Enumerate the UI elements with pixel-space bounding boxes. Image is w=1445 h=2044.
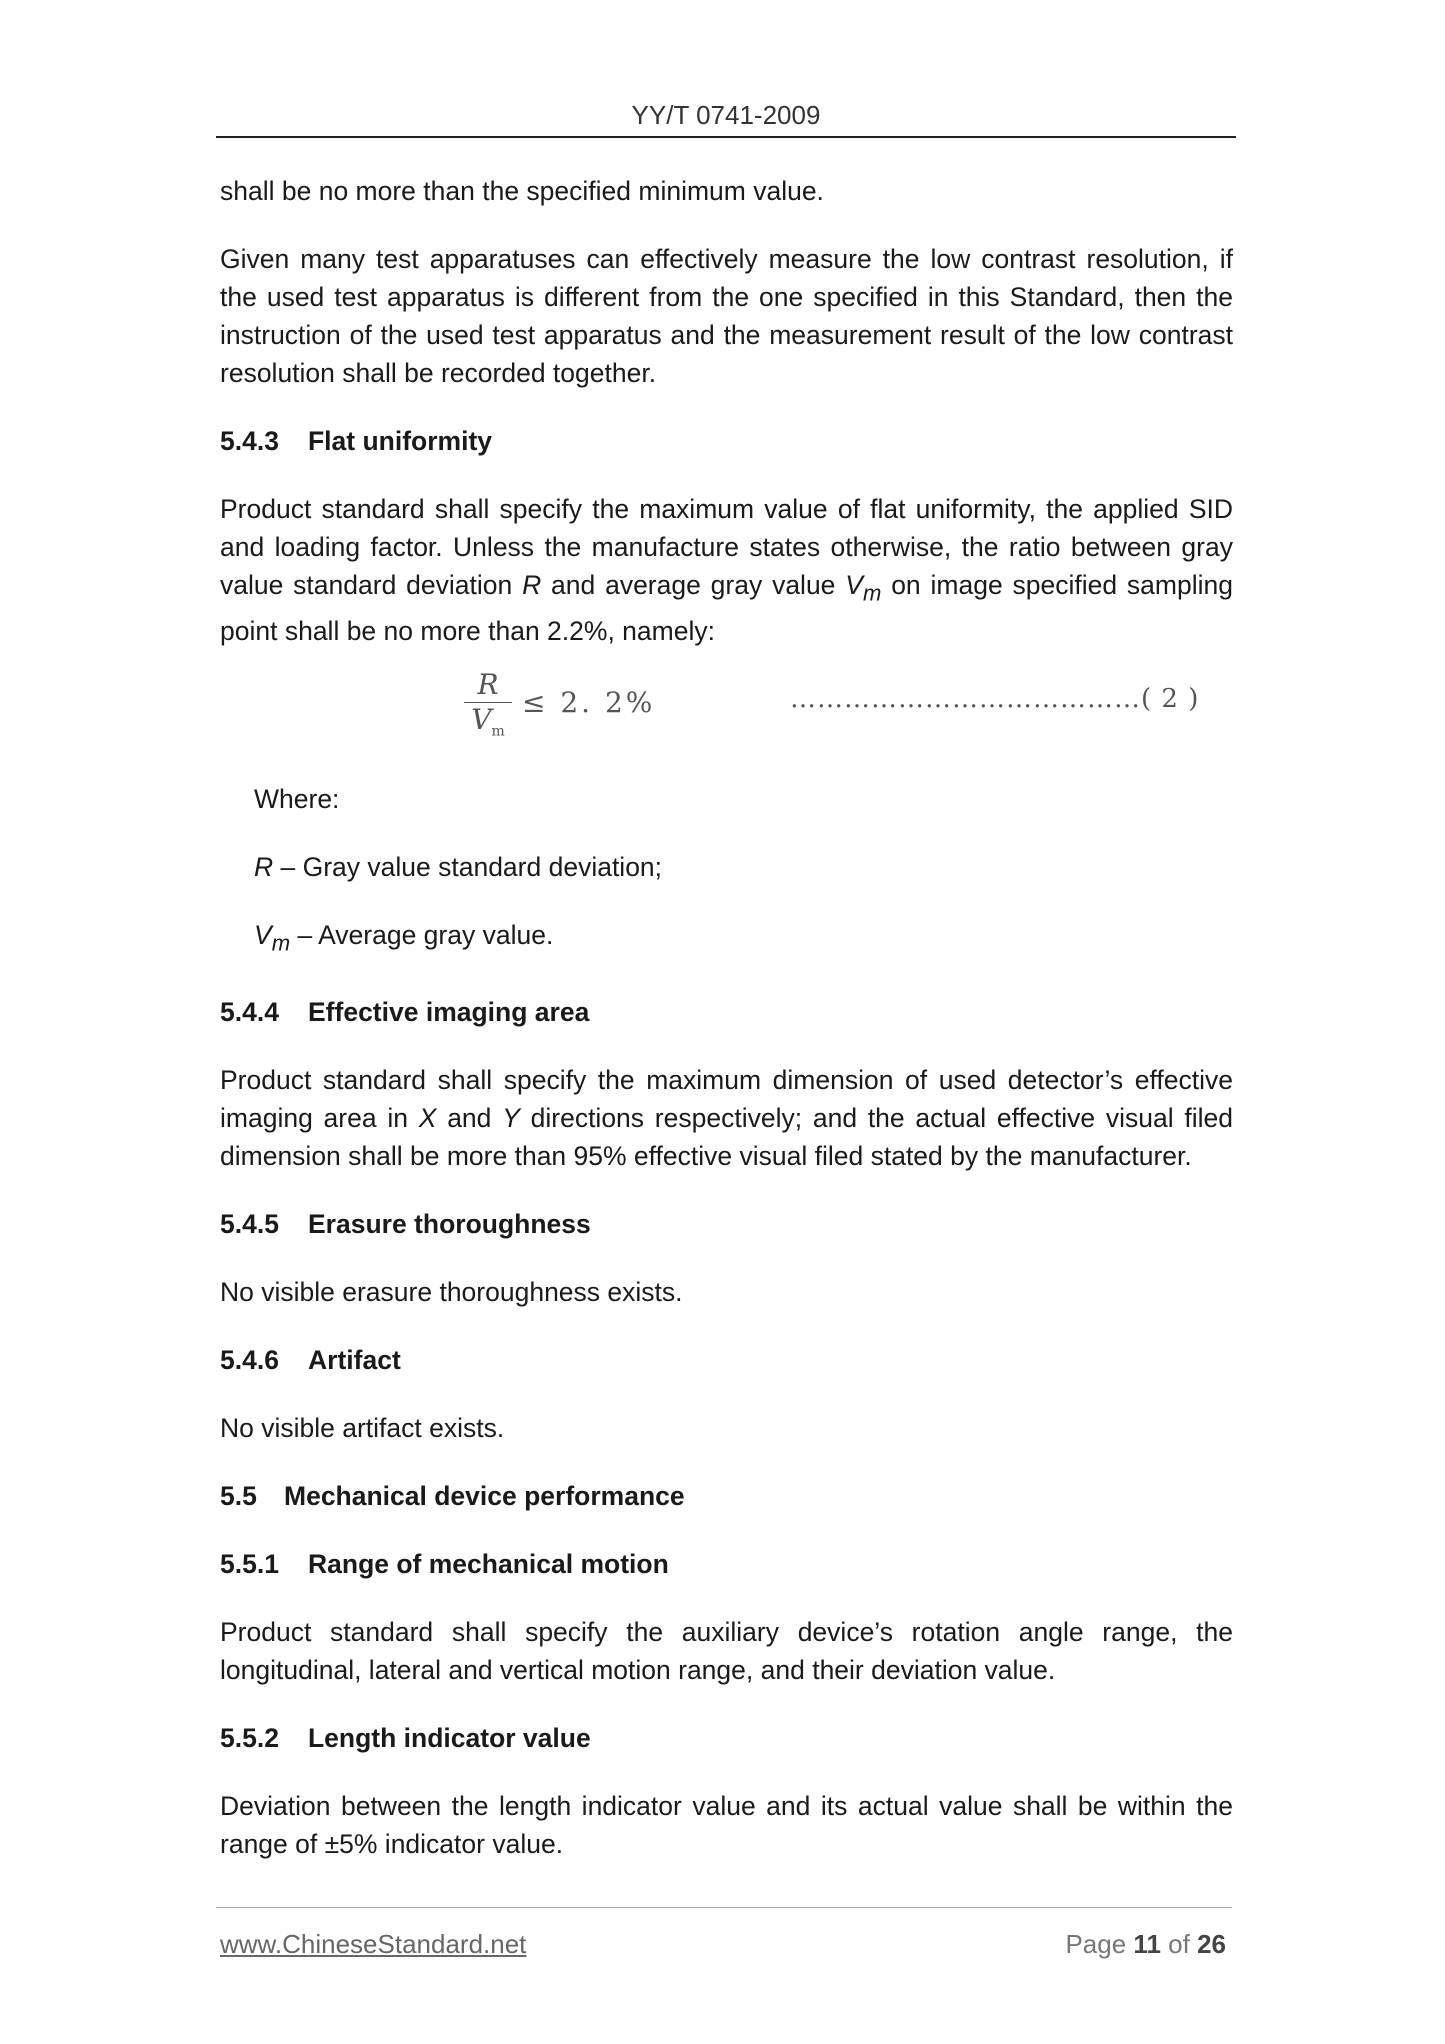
- section-5-4-6-heading: [220, 1341, 1233, 1379]
- formula-numerator: R: [477, 668, 499, 702]
- formula-fraction: [460, 668, 516, 749]
- formula-denominator: $V_m$: [471, 703, 505, 740]
- page-number: Page 11 of 26: [1065, 1929, 1226, 1959]
- section-title: Length indicator value: [308, 1722, 591, 1753]
- section-title: Flat uniformity: [308, 426, 493, 456]
- header-divider: [216, 136, 1236, 138]
- section-5-5-2-heading: [220, 1719, 1233, 1757]
- section-title: Artifact: [308, 1344, 401, 1375]
- section-number: 5.5.2: [220, 1722, 279, 1753]
- document-body: [220, 172, 1233, 1863]
- equation-number: …………………………………( 2 ): [790, 684, 1200, 715]
- section-title: Range of mechanical motion: [308, 1548, 669, 1579]
- footer-divider: [216, 1907, 1232, 1908]
- section-number: 5.4.4: [220, 996, 279, 1027]
- artifact-paragraph: No visible artifact exists.: [220, 1412, 505, 1443]
- equation-2: [220, 660, 1233, 760]
- variable-r: R: [522, 570, 542, 600]
- section-title: Effective imaging area: [308, 996, 590, 1027]
- section-number: 5.4.6: [220, 1344, 279, 1375]
- section-title: Mechanical device performance: [284, 1480, 685, 1511]
- imaging-area-paragraph: Product standard shall specify the maximum dimension of used detector’s effective imaging area in X and Y directions respectively; and the actual effective visual filed dimension shall be more than 95% effective visual filed stated by the manufacturer.: [220, 1064, 1233, 1171]
- website-link[interactable]: www.ChineseStandard.net: [220, 1929, 527, 1959]
- continued-paragraph: shall be no more than the specified minimum value.: [220, 176, 824, 206]
- document-header: YY/T 0741-2009: [631, 100, 821, 130]
- flat-uniformity-paragraph: Product standard shall specify the maximum value of flat uniformity, the applied SID and loading factor. Unless the manufacture states otherwise, the ratio between gray value standard deviation R and average gray value $V_m$ on image specified sampling point shall be no more than 2.2%, namely:: [220, 494, 1233, 647]
- variable-x: X: [418, 1102, 437, 1133]
- definition-r: R – Gray value standard deviation;: [254, 852, 663, 883]
- apparatus-paragraph: Given many test apparatuses can effectively measure the low contrast resolution, if the used test apparatus is different from the one specified in this Standard, then the instruction of the used test apparatus and the measurement result of the low contrast resolution shall be recorded together.: [220, 244, 1233, 388]
- section-5-4-3-heading: [220, 422, 1233, 460]
- section-5-4-5-heading: [220, 1205, 1233, 1243]
- section-number: 5.4.3: [220, 426, 279, 456]
- motion-range-paragraph: Product standard shall specify the auxiliary device’s rotation angle range, the longitudinal, lateral and vertical motion range, and their deviation value.: [220, 1616, 1233, 1685]
- erasure-paragraph: No visible erasure thoroughness exists.: [220, 1276, 683, 1307]
- section-title: Erasure thoroughness: [308, 1208, 591, 1239]
- section-5-5-1-heading: [220, 1545, 1233, 1583]
- section-number: 5.5: [220, 1480, 257, 1511]
- section-number: 5.4.5: [220, 1208, 279, 1239]
- length-indicator-paragraph: Deviation between the length indicator value and its actual value shall be within the range of ±5% indicator value.: [220, 1790, 1233, 1859]
- definition-vm: $V_m$ – Average gray value.: [254, 920, 554, 956]
- section-number: 5.5.1: [220, 1548, 279, 1579]
- variable-vm: $V_m$: [845, 570, 882, 606]
- formula-relation: ≤ 2. 2%: [522, 686, 656, 720]
- variable-y: Y: [502, 1102, 520, 1133]
- leader-dots: …………………………………: [790, 684, 1141, 715]
- section-5-5-heading: [220, 1477, 1233, 1515]
- section-5-4-4-heading: [220, 993, 1233, 1031]
- where-label: Where:: [254, 784, 340, 815]
